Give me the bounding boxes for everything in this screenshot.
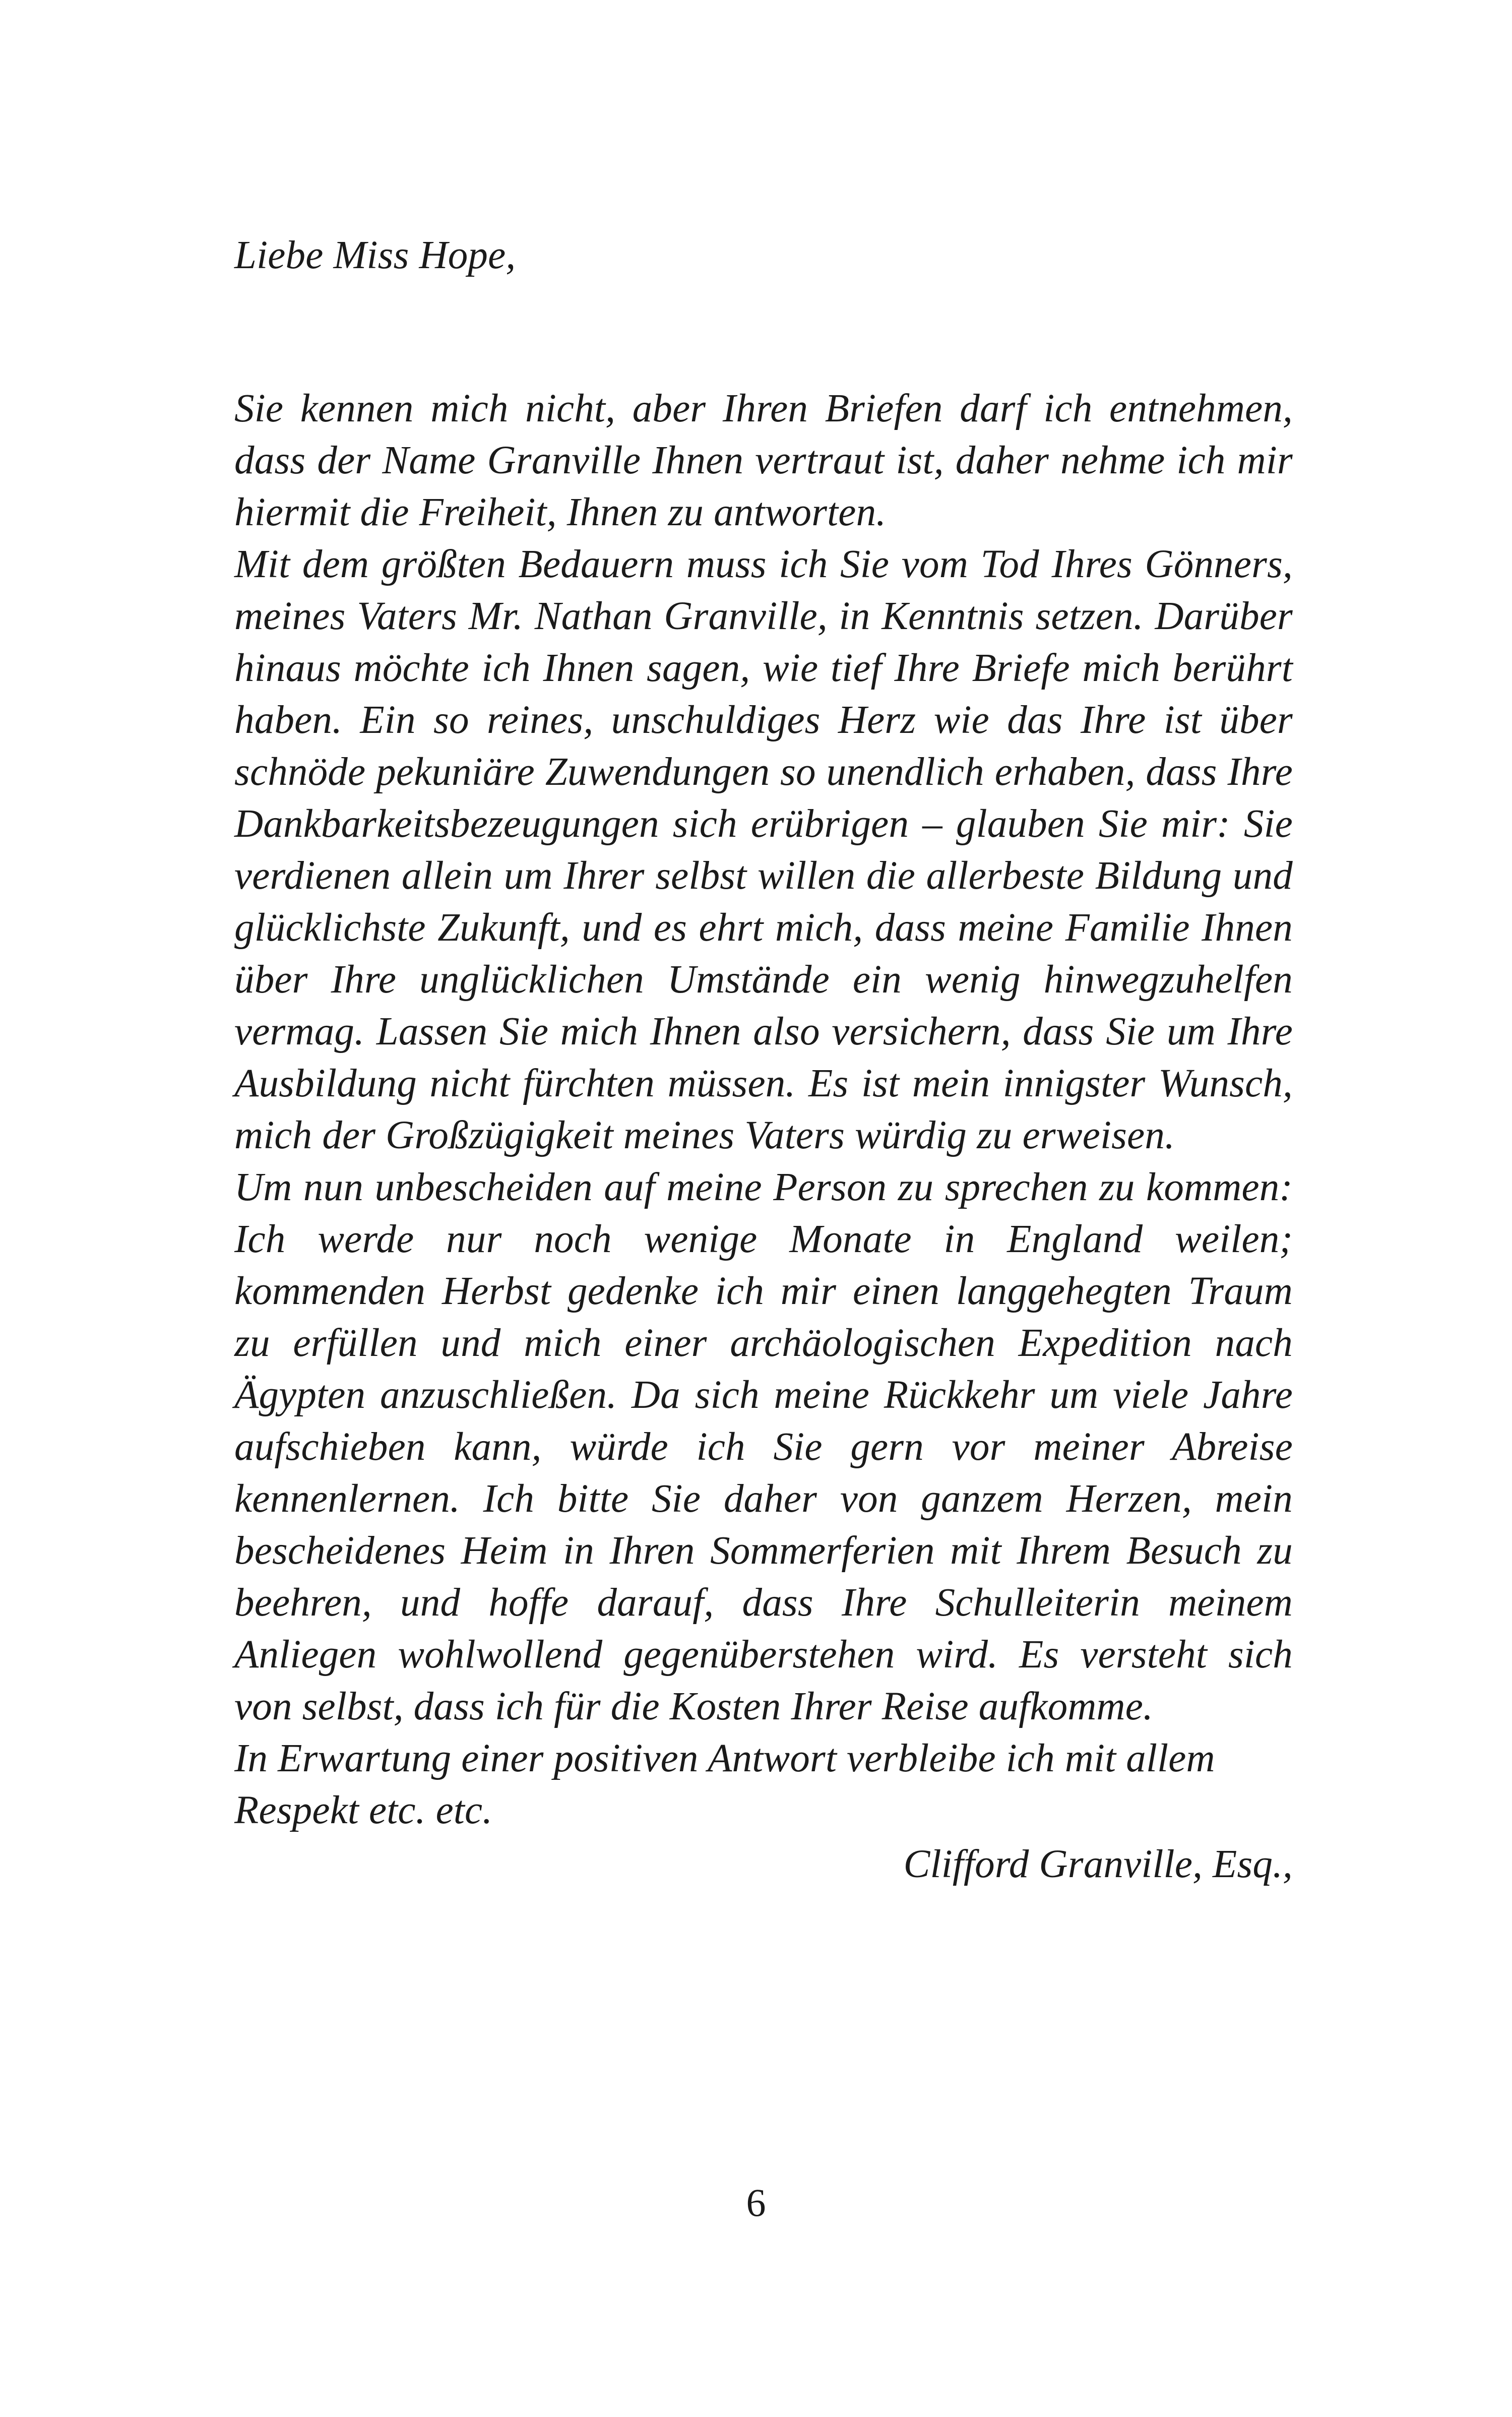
page-number: 6: [746, 2181, 766, 2224]
letter-paragraph-1: Sie kennen mich nicht, aber Ihren Briefen darf ich entnehmen, dass der Name Granville Ihnen vertraut ist, daher nehme ich mir hiermit die Freiheit, Ihnen zu antworten.: [234, 387, 1293, 534]
letter: [234, 229, 1293, 1890]
letter-paragraph-2: Mit dem größten Bedauern muss ich Sie vom Tod Ihres Gönners, meines Vaters Mr. Nathan Granville, in Kenntnis setzen. Darüber hinaus möchte ich Ihnen sagen, wie tief Ihre Briefe mich berührt haben. Ein so reines, unschuldiges Herz wie das Ihre ist über schnöde pekuniäre Zuwendungen so unendlich erhaben, dass Ihre Dankbarkeitsbezeugungen sich erübrigen – glauben Sie mir: Sie verdienen allein um Ihrer selbst willen die allerbeste Bildung und glücklichste Zukunft, und es ehrt mich, dass meine Familie Ihnen über Ihre unglücklichen Umstände ein wenig hinwegzuhelfen vermag. Lassen Sie mich Ihnen also versichern, dass Sie um Ihre Ausbildung nicht fürchten müssen. Es ist mein innigster Wunsch, mich der Großzügigkeit meines Vaters würdig zu erweisen.: [234, 542, 1293, 1157]
letter-signature: Clifford Granville, Esq.,: [903, 1842, 1293, 1886]
letter-salutation: Liebe Miss Hope,: [234, 233, 516, 277]
letter-paragraph-3: Um nun unbescheiden auf meine Person zu sprechen zu kommen: Ich werde nur noch wenige Monate in England weilen; kommenden Herbst gedenke ich mir einen langgehegten Traum zu erfüllen und mich einer archäologischen Expedition nach Ägypten anzuschließen. Da sich meine Rückkehr um viele Jahre aufschieben kann, würde ich Sie gern vor meiner Abreise kennenlernen. Ich bitte Sie daher von ganzem Herzen, mein bescheidenes Heim in Ihren Sommerferien mit Ihrem Besuch zu beehren, und hoffe darauf, dass Ihre Schulleiterin meinem Anliegen wohlwollend gegenüberstehen wird. Es versteht sich von selbst, dass ich für die Kosten Ihrer Reise aufkomme.: [234, 1165, 1293, 1728]
letter-closing: In Erwartung einer positiven Antwort verbleibe ich mit allem Respekt etc. etc.: [234, 1737, 1215, 1832]
